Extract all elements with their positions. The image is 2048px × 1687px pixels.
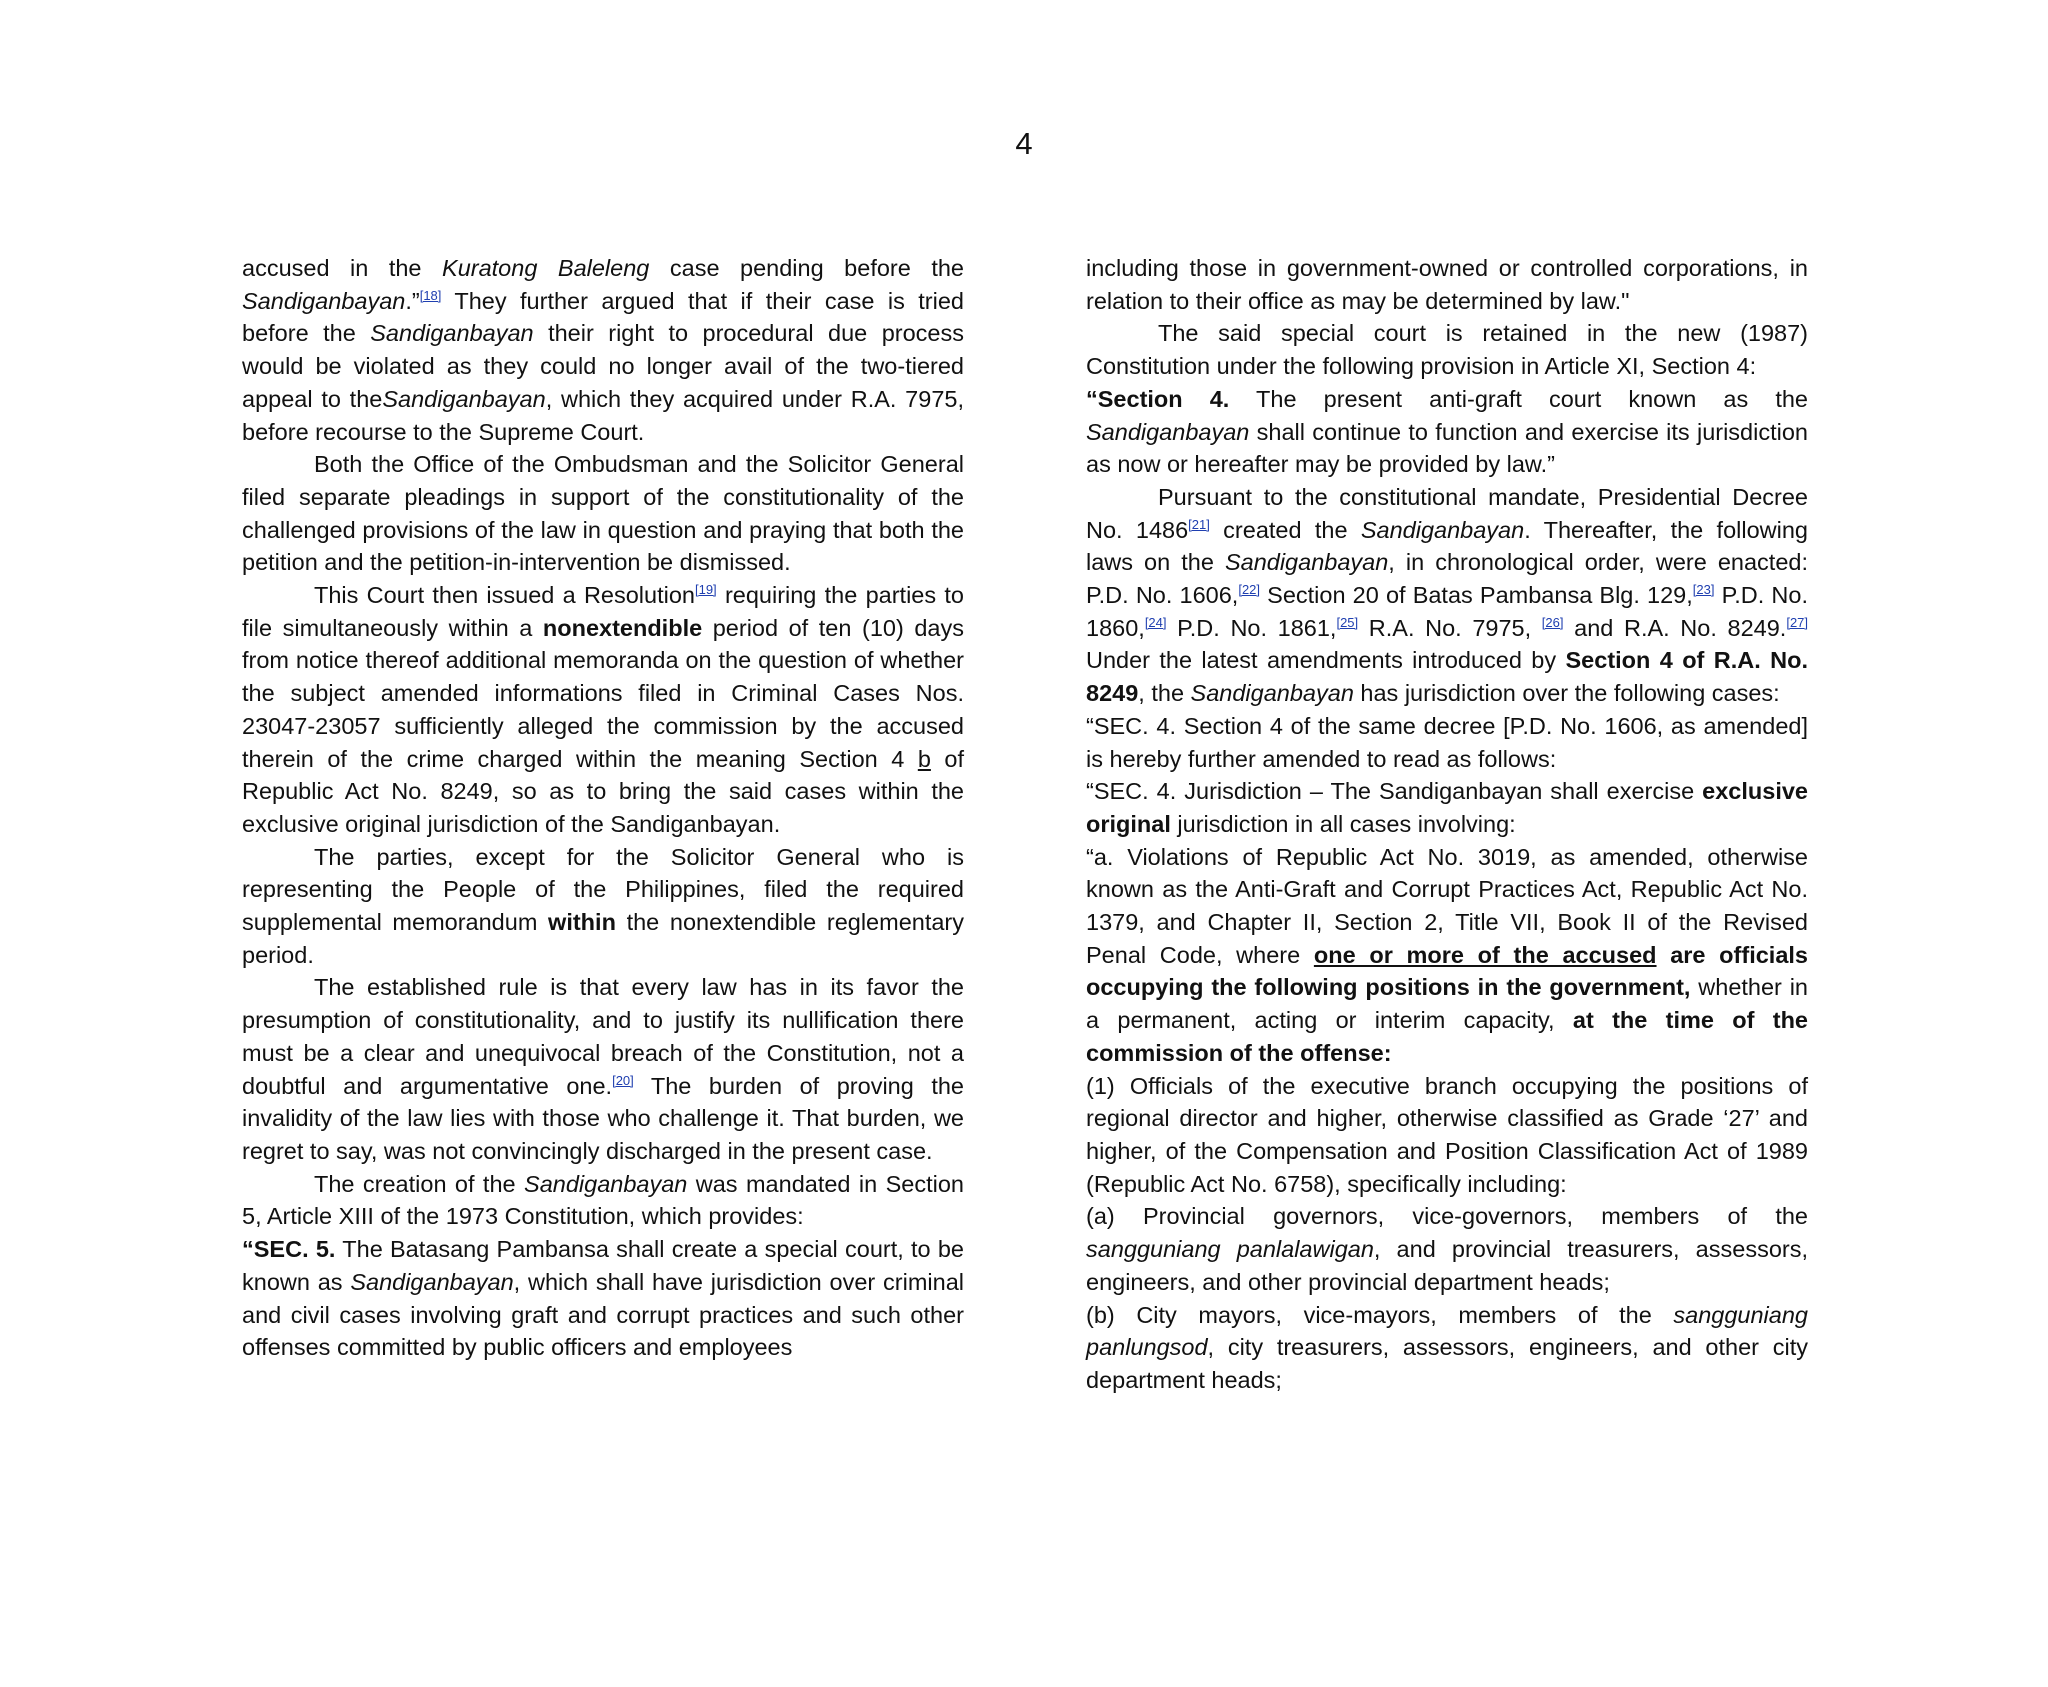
bold-text: “SEC. 5. [242, 1236, 336, 1263]
italic-text: Sandiganbayan [524, 1170, 688, 1197]
paragraph [1086, 1200, 1808, 1298]
paragraph [242, 579, 964, 841]
text-run: (b) City mayors, vice-mayors, members of the [1086, 1301, 1674, 1328]
text-run: (a) Provincial governors, vice-governors, members of the [1086, 1203, 1808, 1230]
paragraph [1086, 710, 1808, 775]
italic-text: Sandiganbayan [382, 385, 546, 412]
text-run: The burden of proving the invalidity of the law lies with those who challenge it. That burden, we regret to say, was not convincingly discharged in the present case. [242, 1072, 964, 1164]
text-run: “a. Violations of Republic Act No. 3019, as amended, otherwise known as the Anti-Graft and Corrupt Practices Act, Republic Act No. 1379, and Chapter II, Section 2, Title VII, Book II of the Revised Penal Code, where [1086, 843, 1808, 968]
footnote-link[interactable]: [24] [1144, 614, 1167, 630]
text-run: P.D. No. 1860, [1086, 582, 1808, 641]
italic-text: Sandiganbayan [1224, 549, 1389, 576]
bold-text: at the time of the commission of the offense: [1086, 1007, 1809, 1066]
paragraph [242, 1233, 964, 1364]
text-run: They further argued that if their case is tried before the [242, 287, 964, 347]
bold-underlined-text: one or more of the accused [1313, 941, 1657, 968]
paragraph [242, 971, 964, 1167]
text-run: Both the Office of the Ombudsman and the Solicitor General filed separate pleadings in support of the constitutionality of the challenged provisions of the law in question and praying that both the petition and the petition-in-intervention be dismissed. [242, 451, 964, 576]
text-run: , which they acquired under R.A. 7975, before recourse to the Supreme Court. [242, 385, 964, 445]
italic-text: Sandiganbayan [350, 1268, 514, 1295]
text-run: , the [1138, 680, 1191, 707]
text-run: the nonextendible reglementary period. [242, 909, 965, 968]
text-run: . Thereafter, the following laws on the [1086, 516, 1808, 576]
paragraph [242, 841, 964, 972]
paragraph [1086, 1070, 1808, 1201]
text-run: jurisdiction in all cases involving: [1170, 810, 1516, 837]
paragraph [242, 252, 964, 448]
text-run: their right to procedural due process would be violated as they could no longer avail of the two-tiered appeal to the [242, 320, 964, 412]
text-run: Pursuant to the constitutional mandate, Presidential Decree No. 1486 [1086, 483, 1808, 543]
paragraph [1086, 1299, 1808, 1397]
footnote-link[interactable]: [26] [1541, 614, 1564, 630]
footnote-link[interactable]: [21] [1188, 516, 1210, 532]
text-run: Under the latest amendments introduced by [1086, 647, 1566, 674]
text-run: The present anti-graft court known as the [1229, 385, 1808, 412]
text-run: including those in government-owned or controlled corporations, in relation to their office as may be determined by law." [1086, 255, 1808, 314]
italic-text: sangguniang panlalawigan [1086, 1236, 1374, 1263]
text-run: Section 20 of Batas Pambansa Blg. 129, [1260, 582, 1693, 609]
right-column [1086, 252, 1808, 1397]
paragraph [242, 448, 964, 579]
footnote-link[interactable]: [23] [1692, 582, 1715, 598]
text-run: , in chronological order, were enacted: P.D. No. 1606, [1086, 549, 1808, 609]
paragraph [242, 1168, 964, 1233]
bold-text: exclusive original [1086, 778, 1808, 837]
text-run: The creation of the [314, 1170, 525, 1197]
footnote-link[interactable]: [18] [419, 287, 442, 303]
text-run: The said special court is retained in the new (1987) Constitution under the following provision in Article XI, Section 4: [1086, 320, 1808, 380]
paragraph [1086, 252, 1808, 317]
italic-text: Sandiganbayan [1086, 418, 1250, 445]
page-number: 4 [1015, 126, 1033, 161]
text-run: This Court then issued a Resolution [314, 582, 695, 609]
underlined-text: b [917, 745, 931, 772]
text-run: , city treasurers, assessors, engineers, and other city department heads; [1086, 1334, 1808, 1393]
text-run: The parties, except for the Solicitor General who is representing the People of the Philippines, filed the required supplemental memorandum [242, 843, 964, 936]
paragraph [1086, 481, 1808, 710]
text-run: whether in a permanent, acting or interim capacity, [1086, 974, 1809, 1034]
italic-text: sangguniang panlungsod [1086, 1301, 1808, 1361]
text-run: P.D. No. 1861, [1166, 614, 1337, 641]
text-run: “SEC. 4. Jurisdiction – The Sandiganbayan shall exercise [1086, 778, 1703, 805]
text-run: accused in the [242, 255, 443, 281]
text-run: The Batasang Pambansa shall create a special court, to be known as [242, 1236, 964, 1295]
text-run: was mandated in Section 5, Article XIII of the 1973 Constitution, which provides: [242, 1170, 964, 1230]
text-run: period of ten (10) days from notice thereof additional memoranda on the question of whether the subject amended informations filed in Criminal Cases Nos. 23047-23057 sufficiently alleged the commission by the accused therein of the crime charged within the meaning Section 4 [242, 614, 964, 772]
footnote-link[interactable]: [27] [1786, 614, 1809, 630]
text-run: created the [1209, 516, 1361, 543]
text-run: of Republic Act No. 8249, so as to bring the said cases within the exclusive original jurisdiction of the Sandiganbayan. [242, 745, 964, 837]
text-run: requiring the parties to file simultaneously within a [242, 582, 964, 641]
text-run: case pending before the [649, 255, 964, 281]
bold-text: Section 4 of R.A. No. 8249 [1086, 647, 1808, 707]
paragraph [1086, 841, 1808, 1070]
italic-text: Sandiganbayan [1190, 680, 1354, 707]
paragraph [1086, 775, 1808, 840]
text-run: , which shall have jurisdiction over criminal and civil cases involving graft and corrupt practices and such other offenses committed by public officers and employees [242, 1268, 964, 1361]
text-run: shall continue to function and exercise its jurisdiction as now or hereafter may be provided by law.” [1086, 418, 1808, 478]
footnote-link[interactable]: [22] [1238, 582, 1261, 598]
text-run: R.A. No. 7975, [1358, 614, 1542, 641]
italic-text: Sandiganbayan [242, 287, 406, 314]
text-run: , and provincial treasurers, assessors, engineers, and other provincial department heads; [1086, 1236, 1808, 1295]
bold-text: within [548, 909, 616, 936]
paragraph [1086, 383, 1808, 481]
italic-text: Sandiganbayan [1360, 516, 1525, 543]
bold-text: nonextendible [542, 614, 703, 641]
text-run: has jurisdiction over the following cases: [1353, 680, 1780, 707]
text-run: (1) Officials of the executive branch occupying the positions of regional director and higher, otherwise classified as Grade ‘27’ and higher, of the Compensation and Position Classification Act of 1989 (Republic Act No. 6758), specifically including: [1086, 1072, 1808, 1197]
footnote-link[interactable]: [20] [612, 1072, 634, 1088]
text-run: .” [405, 287, 420, 314]
text-run: “SEC. 4. Section 4 of the same decree [P.D. No. 1606, as amended] is hereby further amended to read as follows: [1086, 712, 1808, 772]
left-column [242, 252, 964, 1364]
paragraph [1086, 317, 1808, 382]
bold-text: “Section 4. [1086, 385, 1230, 412]
text-run: The established rule is that every law has in its favor the presumption of constitutionality, and to justify its nullification there must be a clear and unequivocal breach of the Constitution, not a doubtful and argumentative one. [242, 974, 964, 1099]
footnote-link[interactable]: [25] [1336, 614, 1359, 630]
bold-text: are officials occupying the following positions in the government, [1086, 941, 1808, 1001]
italic-text: Sandiganbayan [370, 320, 534, 347]
text-run: and R.A. No. 8249. [1563, 614, 1787, 641]
italic-text: Kuratong Baleleng [442, 255, 650, 281]
footnote-link[interactable]: [19] [694, 582, 717, 598]
